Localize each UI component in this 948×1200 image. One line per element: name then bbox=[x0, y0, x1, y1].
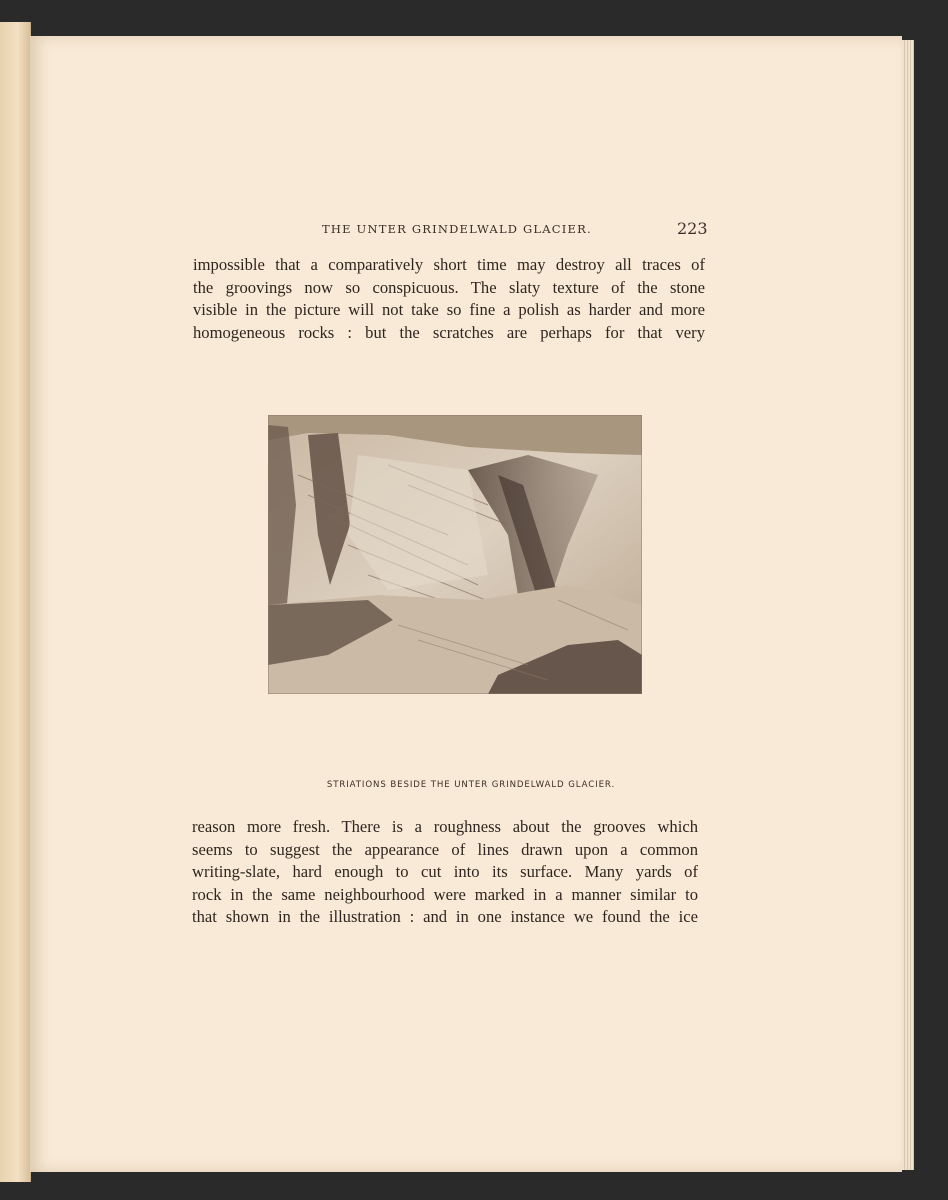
text-line: that shown in the illustration : and in one instance we found the ice bbox=[192, 907, 698, 926]
plate-caption: STRIATIONS BESIDE THE UNTER GRINDELWALD GLACIER. bbox=[326, 780, 616, 790]
bottom-paragraph bbox=[192, 816, 698, 929]
book-page bbox=[30, 36, 902, 1172]
running-title: THE UNTER GRINDELWALD GLACIER. bbox=[322, 222, 592, 236]
top-paragraph bbox=[193, 254, 705, 344]
text-line: homogeneous rocks : but the scratches are perhaps for that very bbox=[193, 322, 705, 342]
running-head bbox=[30, 219, 902, 239]
text-line: impossible that a comparatively short time may destroy all traces of bbox=[193, 255, 705, 274]
text-line: seems to suggest the appearance of lines drawn upon a common bbox=[192, 839, 698, 859]
text-line: visible in the picture will not take so fine a polish as harder and more bbox=[193, 300, 705, 319]
text-line: rock in the same neighbourhood were marked in a manner similar to bbox=[192, 884, 698, 904]
text-line: the groovings now so conspicuous. The slaty texture of the stone bbox=[193, 277, 705, 297]
text-line: writing-slate, hard enough to cut into its surface. Many yards of bbox=[192, 862, 698, 881]
photograph-plate bbox=[268, 415, 642, 694]
rock-striations-photo bbox=[268, 415, 642, 694]
page-number: 223 bbox=[677, 219, 708, 238]
text-line: reason more fresh. There is a roughness about the grooves which bbox=[192, 817, 698, 836]
left-page-edge bbox=[0, 22, 31, 1182]
